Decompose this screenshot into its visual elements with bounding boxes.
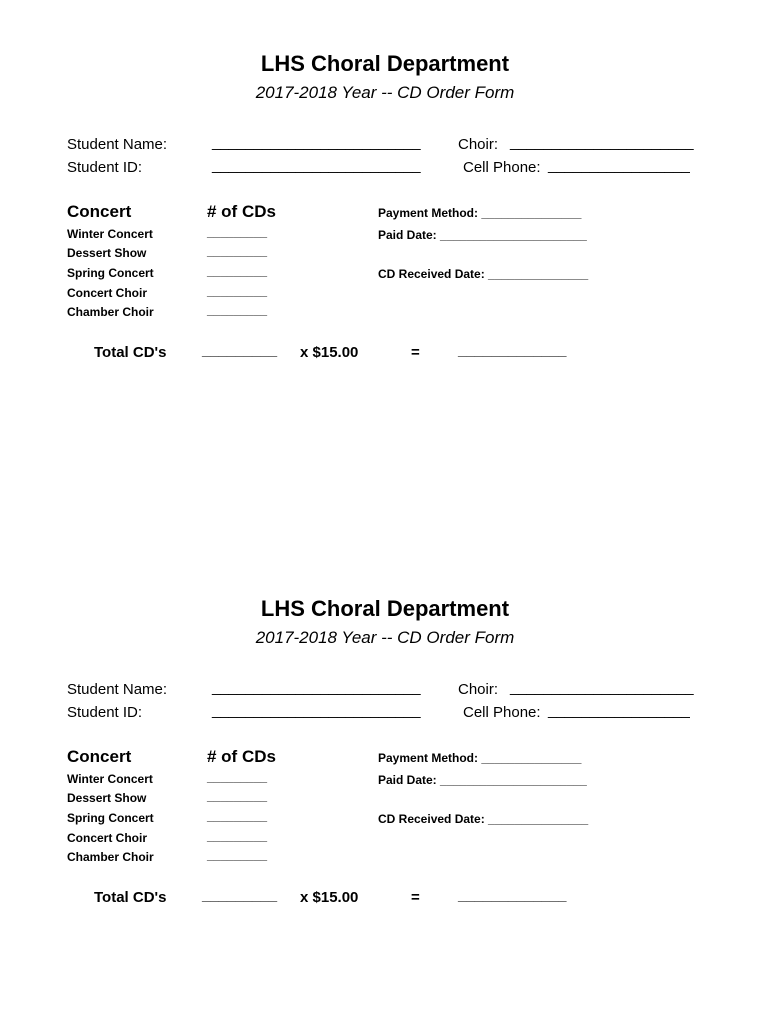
concert-name: Winter Concert — [67, 227, 153, 241]
cd-received-date-field[interactable]: CD Received Date: _______________ — [378, 812, 589, 826]
student-id-field[interactable]: _________________________ — [212, 157, 421, 174]
cell-phone-field[interactable]: _________________ — [548, 157, 690, 174]
concert-cds-field[interactable]: _________ — [207, 264, 268, 278]
choir-field[interactable]: ______________________ — [510, 679, 694, 696]
student-name-field[interactable]: _________________________ — [212, 679, 421, 696]
student-id-field[interactable]: _________________________ — [212, 702, 421, 719]
concert-cds-field[interactable]: _________ — [207, 284, 268, 298]
student-name-label: Student Name: — [67, 136, 168, 153]
cd-received-date-field[interactable]: CD Received Date: _______________ — [378, 267, 589, 281]
choir-label: Choir: — [458, 136, 499, 153]
form-subtitle: 2017-2018 Year -- CD Order Form — [255, 628, 515, 647]
concert-cds-field[interactable]: _________ — [207, 809, 268, 823]
student-name-field[interactable]: _________________________ — [212, 134, 421, 151]
form-title: LHS Choral Department — [260, 596, 510, 621]
student-id-label: Student ID: — [67, 159, 143, 176]
cell-phone-field[interactable]: _________________ — [548, 702, 690, 719]
cd-order-form-top — [0, 0, 770, 420]
total-cds-label: Total CD's — [94, 889, 167, 906]
concert-name: Dessert Show — [67, 791, 147, 805]
concert-name: Winter Concert — [67, 772, 153, 786]
total-amount-field[interactable]: _____________ — [458, 342, 567, 359]
price-text: x $15.00 — [300, 889, 359, 906]
concert-name: Spring Concert — [67, 266, 154, 280]
equals-sign: = — [411, 344, 420, 361]
concert-header: Concert — [67, 202, 132, 221]
student-name-label: Student Name: — [67, 681, 168, 698]
concert-cds-field[interactable]: _________ — [207, 848, 268, 862]
concert-cds-field[interactable]: _________ — [207, 829, 268, 843]
paid-date-field[interactable]: Paid Date: ______________________ — [378, 228, 587, 242]
concert-name: Chamber Choir — [67, 850, 154, 864]
choir-field[interactable]: ______________________ — [510, 134, 694, 151]
equals-sign: = — [411, 889, 420, 906]
cds-header: # of CDs — [207, 202, 276, 221]
student-id-label: Student ID: — [67, 704, 143, 721]
price-text: x $15.00 — [300, 344, 359, 361]
concert-cds-field[interactable]: _________ — [207, 225, 268, 239]
payment-method-field[interactable]: Payment Method: _______________ — [378, 206, 582, 220]
concert-name: Concert Choir — [67, 831, 148, 845]
concert-name: Spring Concert — [67, 811, 154, 825]
form-title: LHS Choral Department — [260, 51, 510, 76]
concert-cds-field[interactable]: _________ — [207, 303, 268, 317]
concert-name: Dessert Show — [67, 246, 147, 260]
concert-name: Concert Choir — [67, 286, 148, 300]
paid-date-field[interactable]: Paid Date: ______________________ — [378, 773, 587, 787]
concert-cds-field[interactable]: _________ — [207, 789, 268, 803]
total-cds-field[interactable]: _________ — [202, 887, 278, 904]
total-cds-label: Total CD's — [94, 344, 167, 361]
concert-cds-field[interactable]: _________ — [207, 770, 268, 784]
form-subtitle: 2017-2018 Year -- CD Order Form — [255, 83, 515, 102]
payment-method-field[interactable]: Payment Method: _______________ — [378, 751, 582, 765]
concert-header: Concert — [67, 747, 132, 766]
concert-cds-field[interactable]: _________ — [207, 244, 268, 258]
cell-phone-label: Cell Phone: — [463, 159, 541, 176]
cell-phone-label: Cell Phone: — [463, 704, 541, 721]
total-amount-field[interactable]: _____________ — [458, 887, 567, 904]
cd-order-form-bottom — [0, 545, 770, 965]
choir-label: Choir: — [458, 681, 499, 698]
concert-name: Chamber Choir — [67, 305, 154, 319]
cds-header: # of CDs — [207, 747, 276, 766]
total-cds-field[interactable]: _________ — [202, 342, 278, 359]
